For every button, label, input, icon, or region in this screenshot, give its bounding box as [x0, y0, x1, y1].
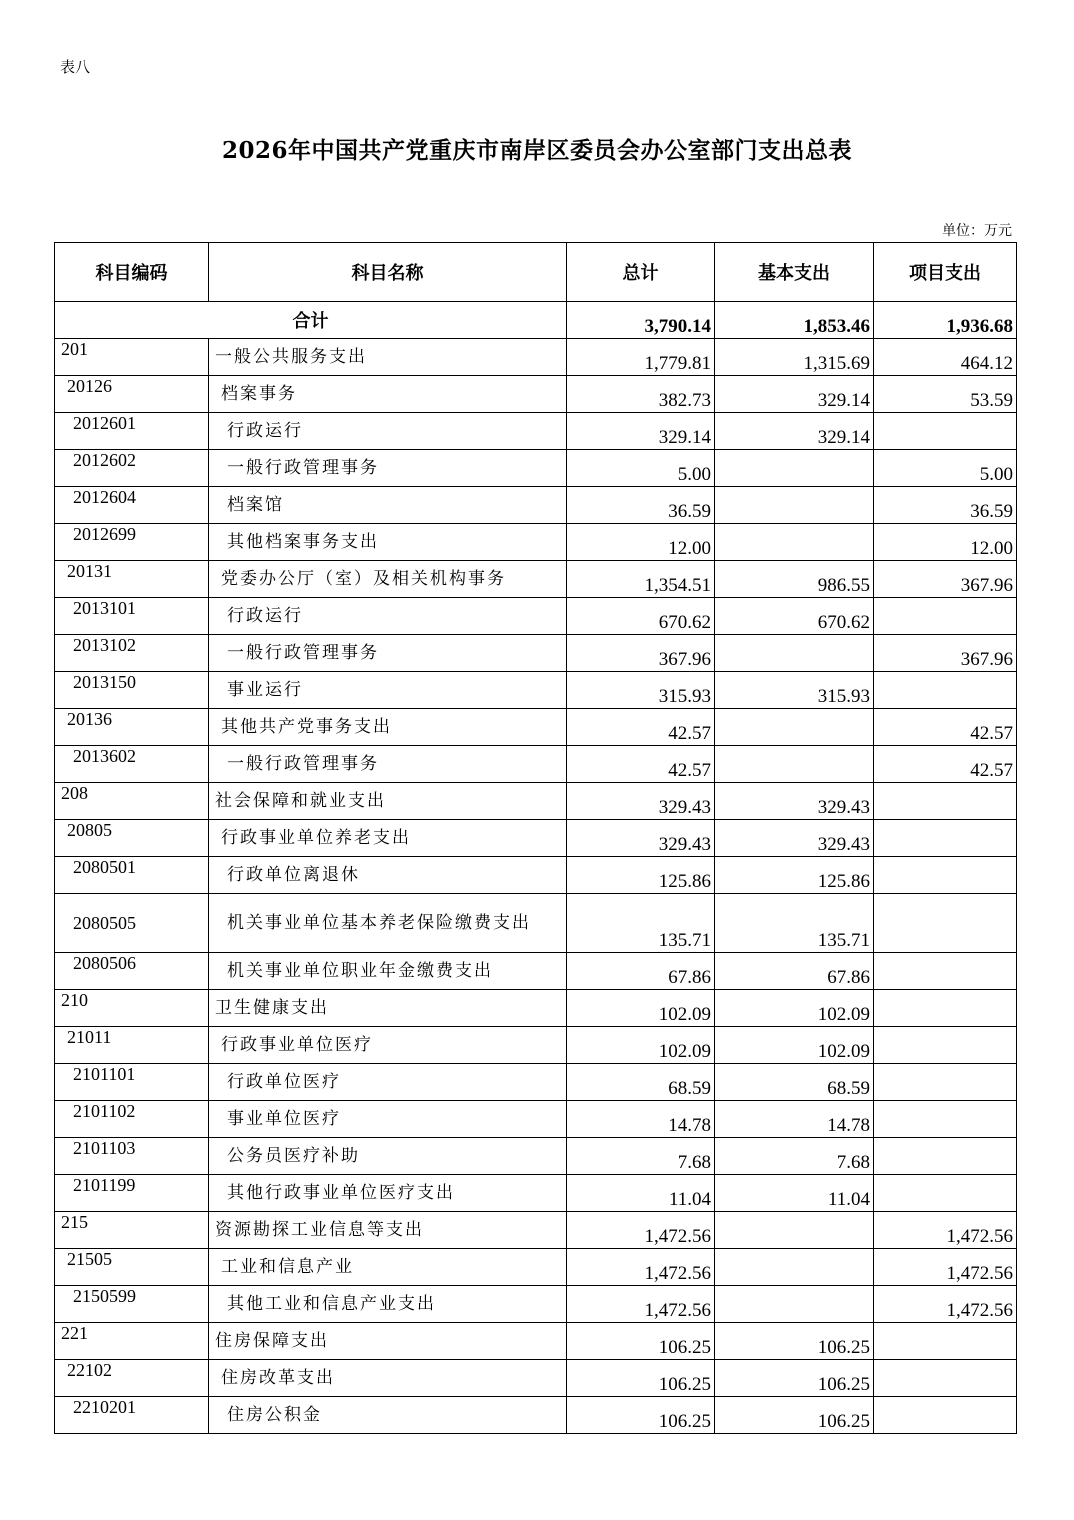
row-code: 2101102 [55, 1101, 209, 1138]
row-basic [715, 487, 874, 524]
row-code: 221 [55, 1323, 209, 1360]
row-project [874, 990, 1017, 1027]
row-basic: 135.71 [715, 894, 874, 953]
table-row [55, 1138, 1017, 1175]
table-row [55, 709, 1017, 746]
row-name: 机关事业单位基本养老保险缴费支出 [209, 894, 567, 953]
row-name: 社会保障和就业支出 [209, 783, 567, 820]
row-name: 卫生健康支出 [209, 990, 567, 1027]
row-basic [715, 635, 874, 672]
row-basic: 106.25 [715, 1360, 874, 1397]
header-name: 科目名称 [209, 243, 567, 302]
row-total: 382.73 [567, 376, 715, 413]
total-label: 合计 [55, 302, 567, 339]
row-name: 档案馆 [209, 487, 567, 524]
table-row [55, 1175, 1017, 1212]
row-total: 42.57 [567, 709, 715, 746]
table-row [55, 413, 1017, 450]
header-project: 项目支出 [874, 243, 1017, 302]
row-total: 125.86 [567, 857, 715, 894]
table-row [55, 820, 1017, 857]
row-code: 2210201 [55, 1397, 209, 1434]
row-code: 20126 [55, 376, 209, 413]
row-name: 事业单位医疗 [209, 1101, 567, 1138]
row-name: 工业和信息产业 [209, 1249, 567, 1286]
row-name: 一般行政管理事务 [209, 635, 567, 672]
table-row [55, 1397, 1017, 1434]
row-project [874, 1027, 1017, 1064]
row-code: 20805 [55, 820, 209, 857]
table-row [55, 339, 1017, 376]
row-total: 1,472.56 [567, 1249, 715, 1286]
row-project: 12.00 [874, 524, 1017, 561]
row-code: 2101199 [55, 1175, 209, 1212]
row-name: 党委办公厅（室）及相关机构事务 [209, 561, 567, 598]
row-total: 329.14 [567, 413, 715, 450]
row-basic: 67.86 [715, 953, 874, 990]
row-basic: 329.14 [715, 413, 874, 450]
row-total: 329.43 [567, 820, 715, 857]
row-total: 106.25 [567, 1360, 715, 1397]
row-project: 367.96 [874, 635, 1017, 672]
row-project [874, 1397, 1017, 1434]
table-row [55, 524, 1017, 561]
row-name: 其他行政事业单位医疗支出 [209, 1175, 567, 1212]
row-name: 住房保障支出 [209, 1323, 567, 1360]
row-basic [715, 450, 874, 487]
row-total: 7.68 [567, 1138, 715, 1175]
table-row [55, 1286, 1017, 1323]
row-basic: 102.09 [715, 1027, 874, 1064]
table-row [55, 672, 1017, 709]
row-name: 行政运行 [209, 598, 567, 635]
table-row [55, 894, 1017, 953]
table-row [55, 1249, 1017, 1286]
row-name: 行政单位离退休 [209, 857, 567, 894]
row-basic [715, 709, 874, 746]
table-row [55, 783, 1017, 820]
row-project [874, 1175, 1017, 1212]
total-basic: 1,853.46 [715, 302, 874, 339]
table-row [55, 635, 1017, 672]
page-title: 2026年中国共产党重庆市南岸区委员会办公室部门支出总表 [221, 137, 852, 164]
row-total: 135.71 [567, 894, 715, 953]
row-basic: 68.59 [715, 1064, 874, 1101]
row-basic: 1,315.69 [715, 339, 874, 376]
row-basic: 106.25 [715, 1397, 874, 1434]
table-row [55, 746, 1017, 783]
row-name: 一般行政管理事务 [209, 450, 567, 487]
row-total: 315.93 [567, 672, 715, 709]
table-row [55, 561, 1017, 598]
row-total: 12.00 [567, 524, 715, 561]
header-code: 科目编码 [55, 243, 209, 302]
row-basic: 329.43 [715, 783, 874, 820]
row-code: 2101101 [55, 1064, 209, 1101]
row-total: 11.04 [567, 1175, 715, 1212]
row-code: 2101103 [55, 1138, 209, 1175]
row-project [874, 953, 1017, 990]
table-row [55, 450, 1017, 487]
row-code: 2150599 [55, 1286, 209, 1323]
row-project [874, 1360, 1017, 1397]
row-code: 2012602 [55, 450, 209, 487]
row-basic: 670.62 [715, 598, 874, 635]
table-row [55, 1027, 1017, 1064]
row-basic: 102.09 [715, 990, 874, 1027]
row-project: 464.12 [874, 339, 1017, 376]
row-project: 1,472.56 [874, 1286, 1017, 1323]
row-total: 367.96 [567, 635, 715, 672]
table-row [55, 598, 1017, 635]
row-basic: 329.43 [715, 820, 874, 857]
row-total: 14.78 [567, 1101, 715, 1138]
row-project [874, 1064, 1017, 1101]
row-code: 2080505 [55, 894, 209, 953]
row-basic [715, 1249, 874, 1286]
row-name: 住房改革支出 [209, 1360, 567, 1397]
row-basic [715, 1286, 874, 1323]
row-total: 329.43 [567, 783, 715, 820]
total-row [55, 302, 1017, 339]
row-name: 其他工业和信息产业支出 [209, 1286, 567, 1323]
row-code: 2012601 [55, 413, 209, 450]
table-row [55, 857, 1017, 894]
row-total: 102.09 [567, 1027, 715, 1064]
row-basic [715, 1212, 874, 1249]
row-basic [715, 524, 874, 561]
table-row [55, 1064, 1017, 1101]
row-project: 1,472.56 [874, 1212, 1017, 1249]
row-basic: 329.14 [715, 376, 874, 413]
row-name: 行政单位医疗 [209, 1064, 567, 1101]
row-basic: 11.04 [715, 1175, 874, 1212]
total-project: 1,936.68 [874, 302, 1017, 339]
row-name: 公务员医疗补助 [209, 1138, 567, 1175]
row-project [874, 1323, 1017, 1360]
row-code: 2013101 [55, 598, 209, 635]
row-basic [715, 746, 874, 783]
row-basic: 106.25 [715, 1323, 874, 1360]
table-row [55, 376, 1017, 413]
row-project [874, 598, 1017, 635]
row-code: 201 [55, 339, 209, 376]
row-total: 1,472.56 [567, 1212, 715, 1249]
row-project: 36.59 [874, 487, 1017, 524]
table-row [55, 953, 1017, 990]
row-name: 事业运行 [209, 672, 567, 709]
row-basic: 7.68 [715, 1138, 874, 1175]
row-total: 42.57 [567, 746, 715, 783]
row-project: 42.57 [874, 709, 1017, 746]
row-total: 5.00 [567, 450, 715, 487]
row-code: 2013602 [55, 746, 209, 783]
page-label: 表八 [60, 58, 91, 76]
row-total: 1,354.51 [567, 561, 715, 598]
row-project [874, 783, 1017, 820]
row-total: 102.09 [567, 990, 715, 1027]
row-total: 670.62 [567, 598, 715, 635]
row-code: 2080501 [55, 857, 209, 894]
row-project [874, 1138, 1017, 1175]
row-name: 行政运行 [209, 413, 567, 450]
row-project: 367.96 [874, 561, 1017, 598]
row-name: 其他档案事务支出 [209, 524, 567, 561]
row-code: 21011 [55, 1027, 209, 1064]
table-row [55, 1323, 1017, 1360]
row-name: 行政事业单位养老支出 [209, 820, 567, 857]
row-code: 208 [55, 783, 209, 820]
row-project [874, 672, 1017, 709]
row-project [874, 894, 1017, 953]
row-code: 215 [55, 1212, 209, 1249]
row-code: 2013150 [55, 672, 209, 709]
row-total: 68.59 [567, 1064, 715, 1101]
row-name: 行政事业单位医疗 [209, 1027, 567, 1064]
row-project [874, 1101, 1017, 1138]
table-row [55, 1212, 1017, 1249]
row-name: 一般行政管理事务 [209, 746, 567, 783]
row-total: 106.25 [567, 1323, 715, 1360]
table-row [55, 487, 1017, 524]
row-total: 36.59 [567, 487, 715, 524]
row-basic: 125.86 [715, 857, 874, 894]
unit-note: 单位：万元 [942, 223, 1012, 239]
row-code: 2012699 [55, 524, 209, 561]
row-total: 1,472.56 [567, 1286, 715, 1323]
table-row [55, 990, 1017, 1027]
table-row [55, 1360, 1017, 1397]
header-total: 总计 [567, 243, 715, 302]
row-code: 2013102 [55, 635, 209, 672]
row-project [874, 820, 1017, 857]
row-name: 其他共产党事务支出 [209, 709, 567, 746]
table-row [55, 1101, 1017, 1138]
row-total: 106.25 [567, 1397, 715, 1434]
row-name: 一般公共服务支出 [209, 339, 567, 376]
row-project [874, 857, 1017, 894]
row-basic: 14.78 [715, 1101, 874, 1138]
row-code: 2012604 [55, 487, 209, 524]
row-code: 21505 [55, 1249, 209, 1286]
row-name: 档案事务 [209, 376, 567, 413]
row-project: 53.59 [874, 376, 1017, 413]
row-basic: 986.55 [715, 561, 874, 598]
row-code: 210 [55, 990, 209, 1027]
row-project: 1,472.56 [874, 1249, 1017, 1286]
row-code: 22102 [55, 1360, 209, 1397]
row-code: 20136 [55, 709, 209, 746]
header-basic: 基本支出 [715, 243, 874, 302]
expenditure-table [54, 242, 1017, 1434]
row-project: 5.00 [874, 450, 1017, 487]
row-project [874, 413, 1017, 450]
row-total: 1,779.81 [567, 339, 715, 376]
row-code: 2080506 [55, 953, 209, 990]
row-basic: 315.93 [715, 672, 874, 709]
row-name: 住房公积金 [209, 1397, 567, 1434]
row-code: 20131 [55, 561, 209, 598]
total-sum: 3,790.14 [567, 302, 715, 339]
row-project: 42.57 [874, 746, 1017, 783]
row-total: 67.86 [567, 953, 715, 990]
row-name: 机关事业单位职业年金缴费支出 [209, 953, 567, 990]
header-row [55, 243, 1017, 302]
row-name: 资源勘探工业信息等支出 [209, 1212, 567, 1249]
